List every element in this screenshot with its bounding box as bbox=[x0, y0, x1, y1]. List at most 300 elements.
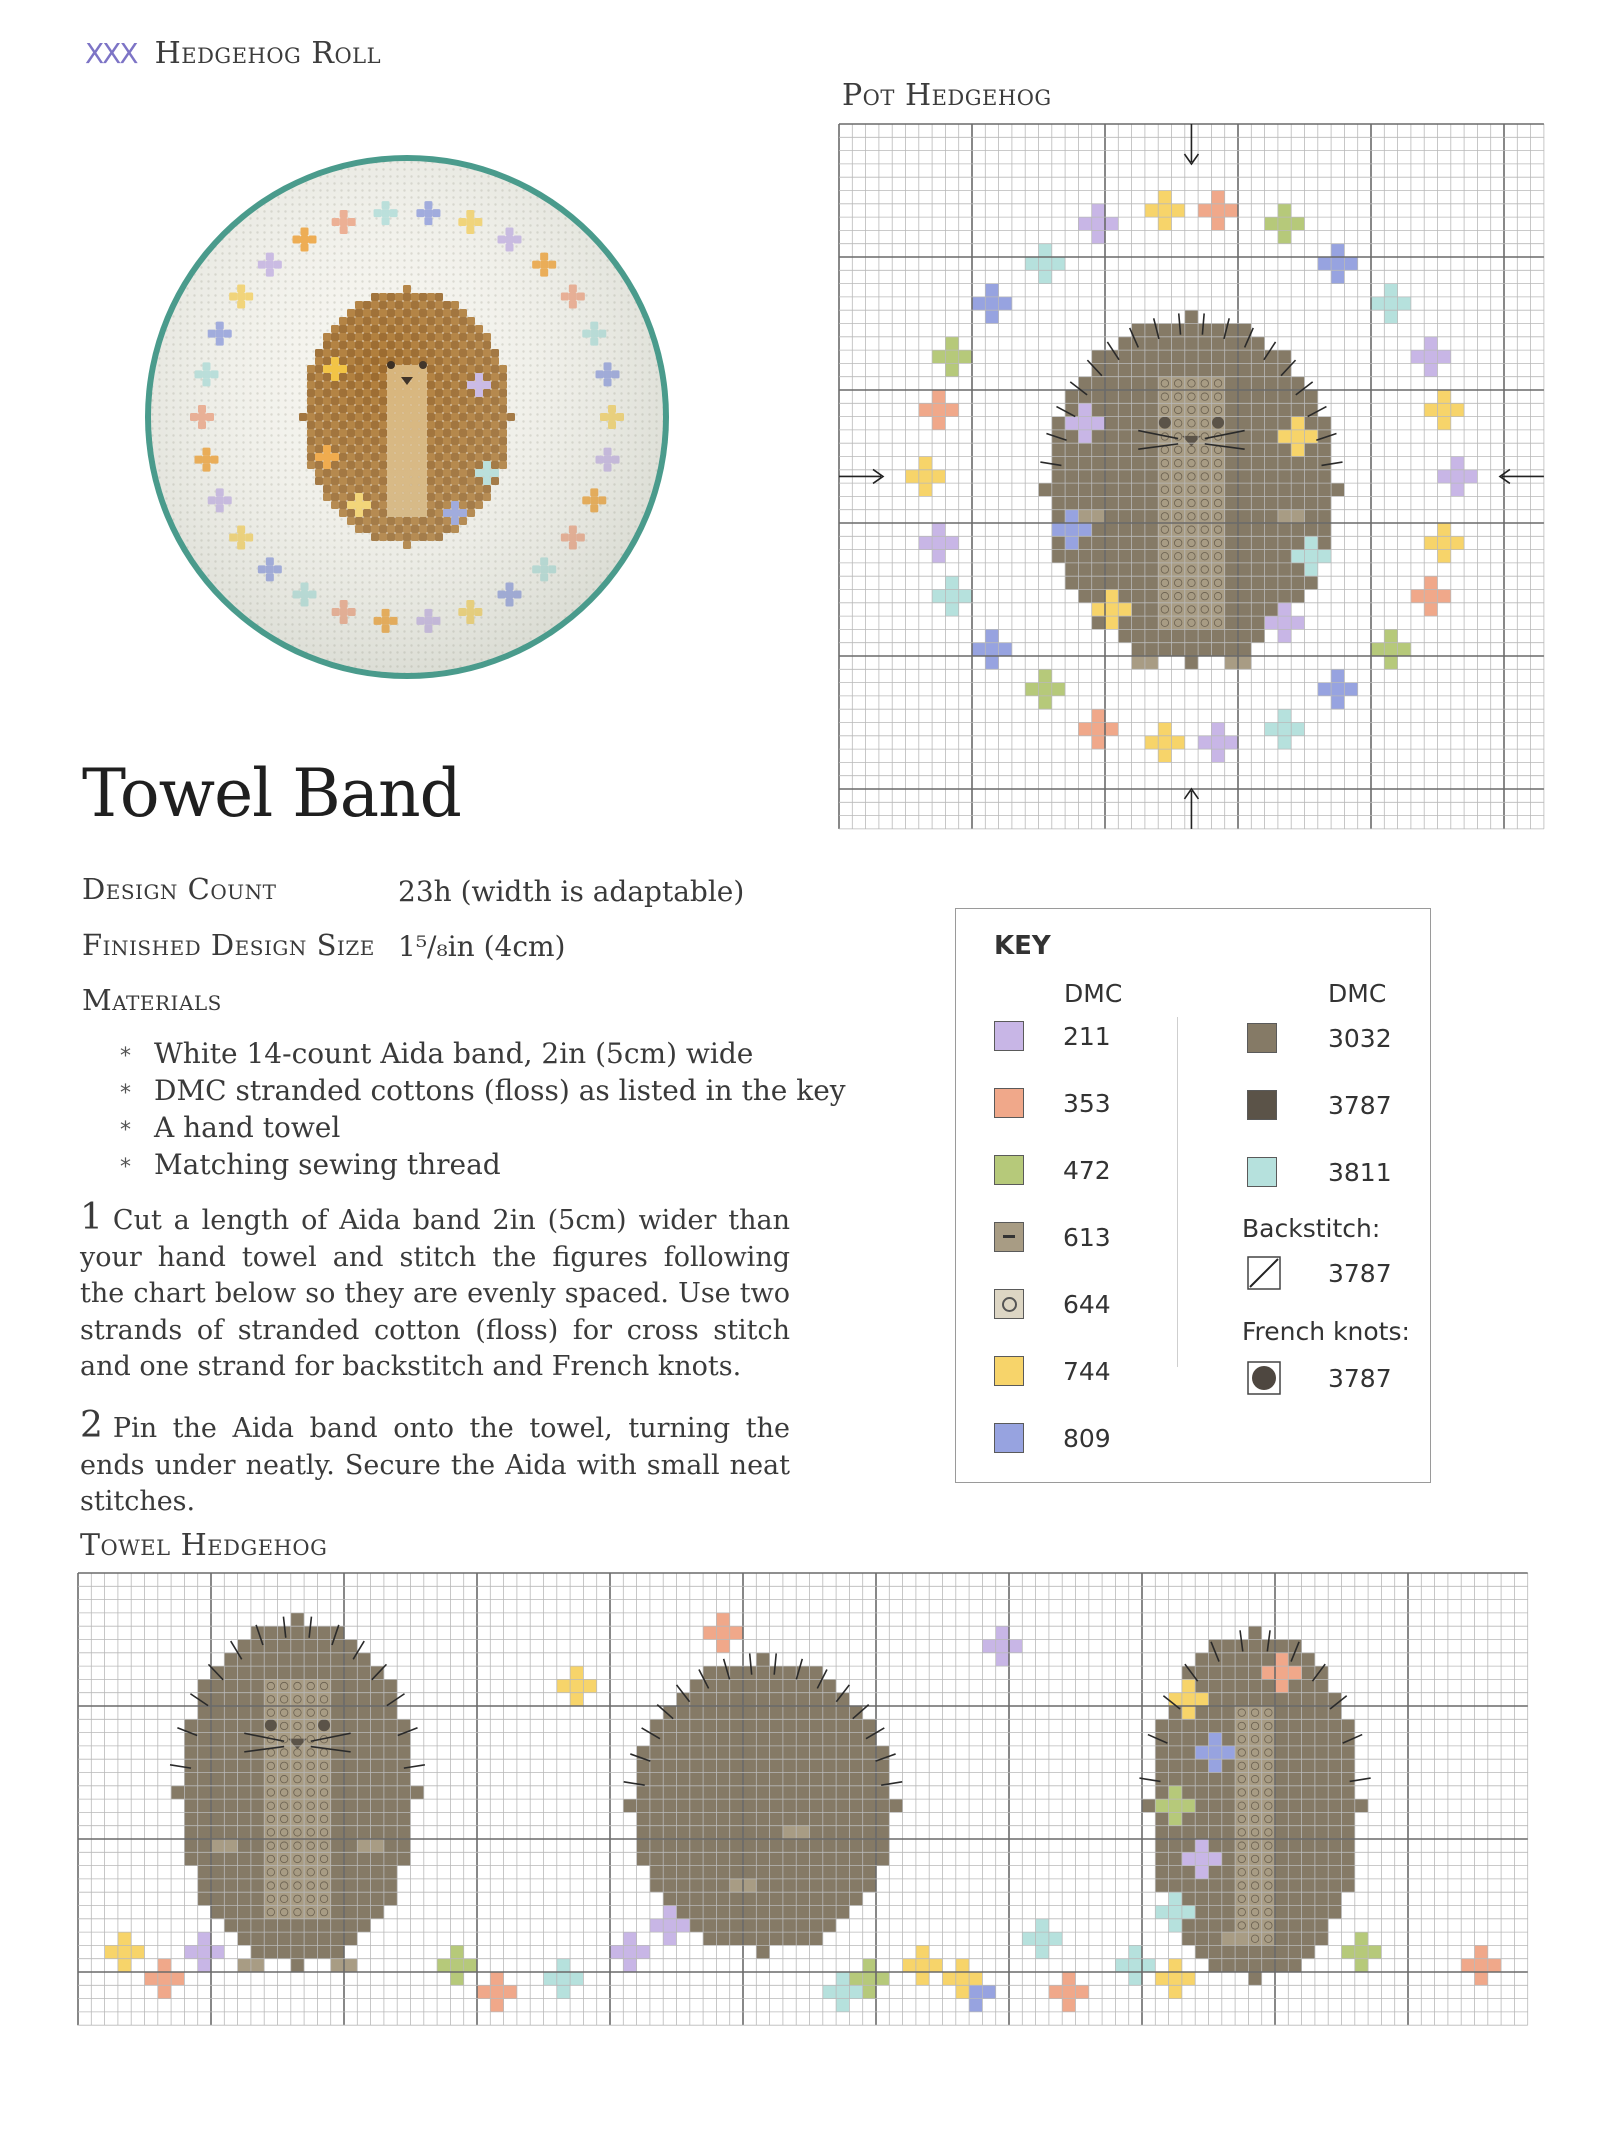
flower-petal bbox=[932, 590, 945, 603]
body-stitch bbox=[1118, 337, 1131, 350]
flower-center bbox=[1278, 616, 1291, 629]
body-stitch bbox=[1222, 1812, 1235, 1825]
body-stitch bbox=[756, 1852, 769, 1865]
body-stitch bbox=[1209, 1945, 1222, 1958]
body-stitch bbox=[1305, 496, 1318, 509]
flower-petal bbox=[1475, 1945, 1488, 1958]
body-stitch bbox=[1092, 483, 1105, 496]
body-stitch bbox=[198, 1866, 211, 1879]
body-stitch bbox=[1315, 1919, 1328, 1932]
body-stitch bbox=[1328, 1906, 1341, 1919]
body-stitch bbox=[1182, 1932, 1195, 1945]
body-stitch bbox=[863, 1852, 876, 1865]
french-knots-label: French knots: bbox=[1242, 1317, 1410, 1346]
body-stitch bbox=[211, 1812, 224, 1825]
body-stitch bbox=[730, 1679, 743, 1692]
body-stitch bbox=[1278, 403, 1291, 416]
body-stitch bbox=[317, 1945, 330, 1958]
body-stitch bbox=[1235, 1679, 1248, 1692]
body-stitch bbox=[1209, 1799, 1222, 1812]
flower-petal bbox=[1092, 736, 1105, 749]
body-stitch bbox=[1302, 1866, 1315, 1879]
body-stitch bbox=[716, 1919, 729, 1932]
body-stitch bbox=[1328, 1799, 1341, 1812]
body-stitch bbox=[224, 1773, 237, 1786]
body-stitch bbox=[331, 1786, 344, 1799]
body-stitch bbox=[1238, 510, 1251, 523]
flower-petal bbox=[1451, 536, 1464, 549]
body-stitch bbox=[1211, 350, 1224, 363]
body-stitch bbox=[1262, 1826, 1275, 1839]
body-stitch bbox=[384, 1879, 397, 1892]
body-stitch bbox=[650, 1852, 663, 1865]
body-stitch bbox=[1132, 523, 1145, 536]
body-stitch bbox=[1302, 1879, 1315, 1892]
body-stitch bbox=[730, 1932, 743, 1945]
body-stitch bbox=[238, 1759, 251, 1772]
body-stitch bbox=[1328, 1733, 1341, 1746]
body-stitch bbox=[770, 1786, 783, 1799]
body-stitch bbox=[1118, 576, 1131, 589]
foot-stitch bbox=[1238, 656, 1251, 669]
body-stitch bbox=[650, 1812, 663, 1825]
body-stitch bbox=[703, 1799, 716, 1812]
body-stitch bbox=[770, 1719, 783, 1732]
flower-petal bbox=[1305, 430, 1318, 443]
flower-petal bbox=[1368, 1945, 1381, 1958]
flower-petal bbox=[1262, 1666, 1275, 1679]
body-stitch bbox=[1262, 1719, 1275, 1732]
body-stitch bbox=[783, 1666, 796, 1679]
body-stitch bbox=[1225, 457, 1238, 470]
flower-petal bbox=[1022, 1932, 1035, 1945]
body-stitch bbox=[730, 1826, 743, 1839]
flower-center bbox=[1129, 1959, 1142, 1972]
body-stitch bbox=[1315, 1719, 1328, 1732]
body-stitch bbox=[836, 1906, 849, 1919]
body-stitch bbox=[317, 1759, 330, 1772]
body-stitch bbox=[1222, 1666, 1235, 1679]
body-stitch bbox=[1092, 550, 1105, 563]
flower-petal bbox=[1355, 1959, 1368, 1972]
body-stitch bbox=[677, 1719, 690, 1732]
body-stitch bbox=[1172, 470, 1185, 483]
flower-center bbox=[490, 1985, 503, 1998]
body-stitch bbox=[1275, 1879, 1288, 1892]
body-stitch bbox=[637, 1786, 650, 1799]
chapter-title: Hedgehog Roll bbox=[154, 36, 382, 71]
body-stitch bbox=[703, 1773, 716, 1786]
body-stitch bbox=[304, 1919, 317, 1932]
body-stitch bbox=[1078, 390, 1091, 403]
flower-petal bbox=[1424, 576, 1437, 589]
body-stitch bbox=[1118, 350, 1131, 363]
body-stitch bbox=[317, 1626, 330, 1639]
flower-petal bbox=[1065, 510, 1078, 523]
flower-petal bbox=[1182, 1679, 1195, 1692]
flower-petal bbox=[1092, 417, 1105, 430]
body-stitch bbox=[690, 1719, 703, 1732]
flower-petal bbox=[198, 1959, 211, 1972]
body-stitch bbox=[224, 1719, 237, 1732]
body-stitch bbox=[304, 1653, 317, 1666]
body-stitch bbox=[1195, 1879, 1208, 1892]
body-stitch bbox=[371, 1826, 384, 1839]
body-stitch bbox=[1262, 1892, 1275, 1905]
body-stitch bbox=[783, 1852, 796, 1865]
body-stitch bbox=[304, 1826, 317, 1839]
body-stitch bbox=[1132, 457, 1145, 470]
swatch-3032 bbox=[1247, 1023, 1277, 1053]
body-stitch bbox=[1248, 1640, 1261, 1653]
body-stitch bbox=[1092, 443, 1105, 456]
body-stitch bbox=[1145, 550, 1158, 563]
body-stitch bbox=[823, 1693, 836, 1706]
body-stitch bbox=[1238, 403, 1251, 416]
flower-petal bbox=[969, 1972, 982, 1985]
flower-petal bbox=[1451, 457, 1464, 470]
body-stitch bbox=[1342, 1866, 1355, 1879]
body-stitch bbox=[1265, 590, 1278, 603]
flower-petal bbox=[1092, 603, 1105, 616]
body-stitch bbox=[224, 1906, 237, 1919]
body-stitch bbox=[1238, 324, 1251, 337]
body-stitch bbox=[1185, 523, 1198, 536]
flower-petal bbox=[932, 550, 945, 563]
flower-petal bbox=[956, 1959, 969, 1972]
body-stitch bbox=[211, 1892, 224, 1905]
flower-petal bbox=[1198, 204, 1211, 217]
body-stitch bbox=[1262, 1906, 1275, 1919]
body-stitch bbox=[1235, 1719, 1248, 1732]
body-stitch bbox=[863, 1773, 876, 1786]
flower-petal bbox=[996, 1653, 1009, 1666]
body-stitch bbox=[810, 1866, 823, 1879]
body-stitch bbox=[1302, 1826, 1315, 1839]
body-stitch bbox=[1092, 403, 1105, 416]
body-stitch bbox=[1275, 1759, 1288, 1772]
body-stitch bbox=[344, 1919, 357, 1932]
finished-size-label: Finished Design Size bbox=[82, 928, 375, 962]
flower-center bbox=[956, 1972, 969, 1985]
body-stitch bbox=[663, 1866, 676, 1879]
material-text: White 14-count Aida band, 2in (5cm) wide bbox=[154, 1037, 754, 1070]
body-stitch bbox=[716, 1706, 729, 1719]
body-stitch bbox=[1251, 496, 1264, 509]
body-stitch bbox=[716, 1786, 729, 1799]
flower-petal bbox=[1052, 257, 1065, 270]
flower-petal bbox=[610, 1945, 623, 1958]
body-stitch bbox=[371, 1773, 384, 1786]
body-stitch bbox=[1118, 616, 1131, 629]
body-stitch bbox=[823, 1879, 836, 1892]
body-stitch bbox=[1302, 1693, 1315, 1706]
body-stitch bbox=[1222, 1945, 1235, 1958]
body-stitch bbox=[770, 1879, 783, 1892]
flower-petal bbox=[956, 1985, 969, 1998]
body-stitch bbox=[1211, 337, 1224, 350]
body-stitch bbox=[291, 1666, 304, 1679]
body-stitch bbox=[1238, 590, 1251, 603]
body-stitch bbox=[1265, 417, 1278, 430]
body-stitch bbox=[1225, 377, 1238, 390]
body-stitch bbox=[1315, 1693, 1328, 1706]
body-stitch bbox=[823, 1706, 836, 1719]
flower-petal bbox=[1062, 1999, 1075, 2012]
body-stitch bbox=[1195, 1666, 1208, 1679]
body-stitch bbox=[1132, 470, 1145, 483]
body-stitch bbox=[1169, 1773, 1182, 1786]
body-stitch bbox=[331, 1812, 344, 1825]
body-stitch bbox=[1225, 496, 1238, 509]
body-stitch bbox=[716, 1719, 729, 1732]
body-stitch bbox=[1185, 470, 1198, 483]
flower-petal bbox=[1158, 749, 1171, 762]
body-stitch bbox=[1198, 337, 1211, 350]
body-stitch bbox=[1195, 1919, 1208, 1932]
body-stitch bbox=[796, 1932, 809, 1945]
body-stitch bbox=[703, 1839, 716, 1852]
body-stitch bbox=[783, 1759, 796, 1772]
body-stitch bbox=[716, 1852, 729, 1865]
body-stitch bbox=[251, 1666, 264, 1679]
body-stitch bbox=[1158, 483, 1171, 496]
body-stitch bbox=[743, 1786, 756, 1799]
body-stitch bbox=[836, 1733, 849, 1746]
body-stitch bbox=[1275, 1746, 1288, 1759]
body-stitch bbox=[1265, 523, 1278, 536]
body-stitch bbox=[224, 1679, 237, 1692]
body-stitch bbox=[1248, 1932, 1261, 1945]
body-stitch bbox=[703, 1666, 716, 1679]
body-stitch bbox=[251, 1866, 264, 1879]
body-stitch bbox=[278, 1826, 291, 1839]
flower-petal bbox=[1384, 284, 1397, 297]
body-stitch bbox=[304, 1945, 317, 1958]
body-stitch bbox=[796, 1759, 809, 1772]
body-stitch bbox=[756, 1945, 769, 1958]
flower-petal bbox=[1411, 350, 1424, 363]
body-stitch bbox=[291, 1866, 304, 1879]
body-stitch bbox=[344, 1866, 357, 1879]
body-stitch bbox=[770, 1733, 783, 1746]
body-stitch bbox=[278, 1719, 291, 1732]
body-stitch bbox=[278, 1706, 291, 1719]
body-stitch bbox=[1305, 457, 1318, 470]
flower-center bbox=[1158, 204, 1171, 217]
body-stitch bbox=[1262, 1945, 1275, 1958]
flower-petal bbox=[1169, 1812, 1182, 1825]
body-stitch bbox=[278, 1773, 291, 1786]
flower-center bbox=[1065, 523, 1078, 536]
body-stitch bbox=[317, 1679, 330, 1692]
flower-petal bbox=[623, 1932, 636, 1945]
body-stitch bbox=[703, 1826, 716, 1839]
body-stitch bbox=[211, 1906, 224, 1919]
body-stitch bbox=[1262, 1839, 1275, 1852]
body-stitch bbox=[756, 1866, 769, 1879]
foot-stitch bbox=[371, 1839, 384, 1852]
body-stitch bbox=[344, 1826, 357, 1839]
body-stitch bbox=[663, 1812, 676, 1825]
body-stitch bbox=[876, 1812, 889, 1825]
body-stitch bbox=[357, 1706, 370, 1719]
body-stitch bbox=[703, 1892, 716, 1905]
body-stitch bbox=[291, 1906, 304, 1919]
body-stitch bbox=[743, 1746, 756, 1759]
body-stitch bbox=[1278, 457, 1291, 470]
flower-petal bbox=[982, 1985, 995, 1998]
body-stitch bbox=[1275, 1812, 1288, 1825]
body-stitch bbox=[1145, 350, 1158, 363]
body-stitch bbox=[1251, 417, 1264, 430]
body-stitch bbox=[1235, 1773, 1248, 1786]
body-stitch bbox=[251, 1693, 264, 1706]
foot-stitch bbox=[1132, 656, 1145, 669]
body-stitch bbox=[743, 1812, 756, 1825]
body-stitch bbox=[1065, 496, 1078, 509]
body-stitch bbox=[1211, 363, 1224, 376]
thread-code: 211 bbox=[1063, 1022, 1111, 1051]
body-stitch bbox=[1065, 483, 1078, 496]
body-stitch bbox=[690, 1799, 703, 1812]
flower-petal bbox=[1198, 736, 1211, 749]
body-stitch bbox=[384, 1746, 397, 1759]
flower-petal bbox=[876, 1972, 889, 1985]
body-stitch bbox=[1158, 643, 1171, 656]
flower-petal bbox=[1182, 1972, 1195, 1985]
body-stitch bbox=[796, 1799, 809, 1812]
body-stitch bbox=[1342, 1719, 1355, 1732]
body-stitch bbox=[1288, 1653, 1301, 1666]
body-stitch bbox=[1225, 483, 1238, 496]
body-stitch bbox=[1262, 1653, 1275, 1666]
body-stitch bbox=[211, 1706, 224, 1719]
body-stitch bbox=[1105, 390, 1118, 403]
flower-petal bbox=[1065, 536, 1078, 549]
body-stitch bbox=[238, 1919, 251, 1932]
body-stitch bbox=[357, 1773, 370, 1786]
body-stitch bbox=[1238, 536, 1251, 549]
body-stitch bbox=[1262, 1879, 1275, 1892]
body-stitch bbox=[331, 1826, 344, 1839]
flower-petal bbox=[437, 1959, 450, 1972]
body-stitch bbox=[730, 1719, 743, 1732]
body-stitch bbox=[291, 1932, 304, 1945]
body-stitch bbox=[1158, 350, 1171, 363]
body-stitch bbox=[291, 1679, 304, 1692]
flower-petal bbox=[1222, 1746, 1235, 1759]
body-stitch bbox=[663, 1799, 676, 1812]
body-stitch bbox=[397, 1799, 410, 1812]
body-stitch bbox=[1302, 1906, 1315, 1919]
body-stitch bbox=[823, 1773, 836, 1786]
body-stitch bbox=[291, 1919, 304, 1932]
body-stitch bbox=[251, 1839, 264, 1852]
flower-petal bbox=[716, 1640, 729, 1653]
body-stitch bbox=[1265, 430, 1278, 443]
body-stitch bbox=[304, 1786, 317, 1799]
body-stitch bbox=[677, 1906, 690, 1919]
body-stitch bbox=[224, 1759, 237, 1772]
flower-petal bbox=[919, 457, 932, 470]
body-stitch bbox=[1185, 377, 1198, 390]
body-stitch bbox=[344, 1746, 357, 1759]
body-stitch bbox=[1158, 536, 1171, 549]
body-stitch bbox=[371, 1786, 384, 1799]
body-stitch bbox=[317, 1640, 330, 1653]
flower-petal bbox=[1145, 736, 1158, 749]
body-stitch bbox=[371, 1746, 384, 1759]
flower-petal bbox=[1278, 629, 1291, 642]
body-stitch bbox=[1248, 1892, 1261, 1905]
body-stitch bbox=[677, 1773, 690, 1786]
thread-code: 3032 bbox=[1328, 1024, 1392, 1053]
foot-stitch bbox=[1145, 656, 1158, 669]
body-stitch bbox=[1331, 483, 1344, 496]
body-stitch bbox=[304, 1892, 317, 1905]
body-stitch bbox=[810, 1919, 823, 1932]
body-stitch bbox=[1265, 403, 1278, 416]
body-stitch bbox=[1145, 457, 1158, 470]
body-stitch bbox=[663, 1852, 676, 1865]
body-stitch bbox=[1288, 1866, 1301, 1879]
body-stitch bbox=[663, 1759, 676, 1772]
body-stitch bbox=[357, 1786, 370, 1799]
body-stitch bbox=[1318, 443, 1331, 456]
body-stitch bbox=[1052, 417, 1065, 430]
body-stitch bbox=[1248, 1759, 1261, 1772]
body-stitch bbox=[304, 1759, 317, 1772]
flower-petal bbox=[1009, 1640, 1022, 1653]
swatch-3787 bbox=[1247, 1090, 1277, 1120]
body-stitch bbox=[1185, 616, 1198, 629]
body-stitch bbox=[823, 1839, 836, 1852]
flower-petal bbox=[1155, 1972, 1168, 1985]
foot-stitch bbox=[1222, 1932, 1235, 1945]
body-stitch bbox=[756, 1826, 769, 1839]
body-stitch bbox=[371, 1759, 384, 1772]
towel-hedgehog-chart bbox=[75, 1570, 1540, 2032]
flower-petal bbox=[1211, 723, 1224, 736]
body-stitch bbox=[1291, 377, 1304, 390]
flower-petal bbox=[1225, 204, 1238, 217]
thread-code: 644 bbox=[1063, 1290, 1111, 1319]
body-stitch bbox=[1251, 430, 1264, 443]
body-stitch bbox=[1172, 616, 1185, 629]
body-stitch bbox=[251, 1826, 264, 1839]
body-stitch bbox=[1145, 643, 1158, 656]
foot-stitch bbox=[1291, 510, 1304, 523]
body-stitch bbox=[1262, 1932, 1275, 1945]
body-stitch bbox=[1185, 417, 1198, 430]
body-stitch bbox=[198, 1679, 211, 1692]
flower-petal bbox=[570, 1666, 583, 1679]
body-stitch bbox=[796, 1746, 809, 1759]
body-stitch bbox=[344, 1799, 357, 1812]
body-stitch bbox=[1291, 576, 1304, 589]
flower-petal bbox=[184, 1945, 197, 1958]
body-stitch bbox=[198, 1826, 211, 1839]
body-stitch bbox=[317, 1706, 330, 1719]
body-stitch bbox=[211, 1773, 224, 1786]
body-stitch bbox=[770, 1852, 783, 1865]
body-stitch bbox=[317, 1839, 330, 1852]
body-stitch bbox=[1172, 510, 1185, 523]
body-stitch bbox=[1211, 590, 1224, 603]
body-stitch bbox=[1318, 417, 1331, 430]
flower-petal bbox=[959, 350, 972, 363]
